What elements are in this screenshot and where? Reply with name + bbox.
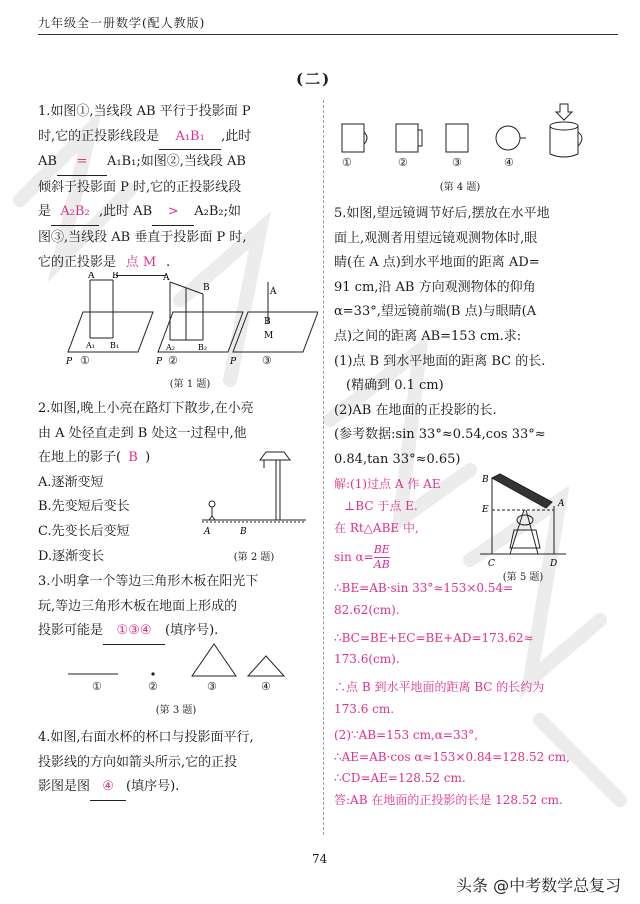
solution-line: ∴BC=BE+EC=BE+AD=173.62≈ — [334, 630, 534, 645]
q5-line: 点)之间的距离 AB=153 cm.求: — [334, 328, 522, 344]
q1-text: A₂B₂;如 — [194, 204, 241, 220]
question-5 — [334, 202, 624, 473]
fig1-label: A — [88, 272, 95, 281]
fig3-number: ① — [92, 680, 102, 693]
header-rule — [38, 34, 618, 35]
q1-text: AB — [38, 154, 57, 170]
q5-line: (2)AB 在地面的正投影的长. — [334, 402, 497, 418]
q1-answer-blank: 点 M — [116, 251, 166, 277]
q4-text: 影图是图 — [38, 779, 91, 795]
q3-caption: (第 3 题) — [155, 705, 197, 716]
q1-line — [38, 200, 313, 226]
solution-line: ⊥BC 于点 E. — [344, 498, 418, 513]
fig4-number: ② — [398, 156, 408, 169]
q4-line: 投影线的方向如箭头所示,它的正投 — [38, 754, 238, 770]
fig5-label: A — [558, 499, 565, 509]
q5-line: α=33°,望远镜前端(B 点)与眼睛(A — [334, 304, 537, 320]
section-title: (二) — [296, 70, 332, 88]
solution-line: 解:(1)过点 A 作 AE — [334, 477, 441, 491]
q5-line: 5.如图,望远镜调节好后,摆放在水平地 — [334, 206, 550, 221]
q4-figure — [336, 102, 596, 162]
solution-block-top — [334, 474, 478, 572]
solution-line: (2)∵AB=153 cm,α=33°, — [334, 727, 479, 742]
page-number: 74 — [312, 852, 328, 866]
q5-line: (精确到 0.1 cm) — [346, 378, 444, 394]
fig4-number: ① — [342, 156, 352, 169]
q4-caption: (第 4 题) — [439, 182, 481, 193]
solution-line — [334, 539, 478, 572]
solution-line: ∴点 B 到水平地面的距离 BC 的长约为 — [334, 680, 545, 695]
q4-text: (填序号). — [126, 779, 180, 795]
q2-answer: B — [128, 450, 138, 466]
q1-caption: (第 1 题) — [169, 379, 211, 390]
q3-figure — [60, 636, 300, 686]
q2-option: A.逐渐变短 — [38, 474, 104, 490]
fig5-label: C — [488, 559, 495, 569]
q2-option: C.先变长后变短 — [38, 523, 130, 539]
fraction-denominator: AB — [373, 558, 390, 572]
solution-line: 173.6(cm). — [334, 652, 400, 667]
fraction-numerator: BE — [373, 543, 390, 557]
fig1-label: A₁ — [86, 341, 95, 350]
question-3 — [38, 570, 313, 645]
q1-line: 图③,当线段 AB 垂直于投影面 P 时, — [38, 229, 247, 245]
q3-line: 3.小明拿一个等边三角形木板在阳光下 — [38, 574, 259, 589]
question-1 — [38, 100, 313, 276]
fig5-label: E — [482, 505, 489, 515]
fig1-label: P — [230, 357, 237, 367]
solution-text: sin α= — [334, 550, 374, 565]
fig1-label: M — [264, 331, 274, 341]
q3-text: (填序号). — [165, 623, 219, 639]
q1-answer-blank: A₂B₂ — [51, 200, 99, 226]
q1-answer-blank: > — [152, 200, 194, 226]
fig1-label: B — [112, 272, 119, 281]
fig1-label: A — [163, 273, 170, 283]
q4-line: 4.如图,右面水杯的杯口与投影面平行, — [38, 730, 254, 745]
fig3-number: ② — [148, 680, 158, 693]
q1-line — [38, 150, 313, 176]
fig1-label: P — [156, 357, 163, 367]
solution-block-bottom — [334, 578, 624, 812]
page-header: 九年级全一册数学(配人教版) — [38, 16, 206, 30]
fig5-label: B — [482, 475, 489, 485]
q5-caption: (第 5 题) — [502, 572, 544, 583]
fig2-label: A — [204, 527, 211, 537]
q5-line: 睛(在 A 点)到水平地面的距离 AD= — [334, 255, 540, 271]
q5-line: 0.84,tan 33°≈0.65) — [334, 451, 461, 467]
q1-line: 1.如图①,当线段 AB 平行于投影面 P — [38, 104, 251, 119]
plane-3 — [233, 312, 318, 352]
solution-line: 82.62(cm). — [334, 602, 400, 617]
column-divider — [323, 100, 324, 835]
solution-line: 答:AB 在地面的正投影的长是 128.52 cm. — [334, 793, 563, 808]
solution-line: ∴BE=AB·sin 33°≈153×0.54= — [334, 581, 514, 595]
q1-text: A₁B₁;如图②,当线段 AB — [106, 154, 246, 170]
q5-line: 91 cm,沿 AB 方向观测物体的仰角 — [334, 279, 536, 295]
q3-text: 投影可能是 — [38, 623, 104, 639]
source-watermark: 头条 @中考数学总复习 — [456, 876, 622, 895]
q5-line: (1)点 B 到水平地面的距离 BC 的长. — [334, 353, 546, 369]
q5-line: (参考数据:sin 33°≈0.54,cos 33°≈ — [334, 427, 546, 443]
fig1-number: ③ — [262, 354, 272, 367]
fig2-label: B — [240, 527, 247, 537]
question-4 — [38, 726, 313, 801]
q2-caption: (第 2 题) — [233, 552, 275, 563]
solution-line: 173.6 cm. — [334, 701, 395, 716]
fig1-label: P — [66, 357, 73, 367]
q5-telescope-figure — [478, 470, 568, 570]
solution-fraction — [374, 543, 390, 572]
q1-text: ,此时 — [221, 128, 252, 144]
q5-line: 面上,观测者用望远镜观测物体时,眼 — [334, 230, 538, 246]
fig3-number: ④ — [261, 680, 271, 693]
fig1-label: B₂ — [198, 343, 208, 352]
q3-answer-blank: ①③④ — [103, 619, 165, 645]
fig1-label: B — [203, 283, 210, 293]
fig4-number: ④ — [504, 156, 514, 169]
q1-answer-blank: A₁B₁ — [159, 125, 221, 151]
q1-text: ,此时 AB — [99, 204, 153, 220]
fig4-number: ③ — [452, 156, 462, 169]
fig3-number: ③ — [207, 680, 217, 693]
q2-text: ) — [145, 450, 151, 466]
q1-line: 倾斜于投影面 P 时,它的正投影线段 — [38, 179, 242, 195]
fig1-label: B — [264, 317, 271, 327]
q4-line — [38, 775, 313, 801]
q2-line: 由 A 处径直走到 B 处这一过程中,他 — [38, 425, 247, 441]
q1-text: . — [166, 254, 171, 270]
fig1-number: ② — [168, 354, 178, 367]
q3-line: 玩,等边三角形木板在地面上形成的 — [38, 598, 238, 614]
solution-line: ∴AE=AB·cos α≈153×0.84=128.52 cm, — [334, 749, 570, 764]
q1-figure — [58, 272, 318, 372]
fig5-label: D — [550, 559, 558, 569]
fig1-label: A₂ — [166, 343, 175, 352]
q4-answer-blank: ④ — [90, 775, 126, 801]
q2-option: D.逐渐变长 — [38, 548, 105, 564]
solution-line: ∴CD=AE=128.52 cm. — [334, 771, 466, 786]
fig1-number: ① — [80, 354, 90, 367]
fig1-label: A — [270, 287, 277, 297]
q1-text: 是 — [38, 204, 52, 220]
q1-answer-blank: = — [57, 150, 107, 176]
q2-line: 2.如图,晚上小亮在路灯下散步,在小亮 — [38, 401, 254, 416]
q2-text: 在地上的影子( — [38, 450, 122, 466]
q1-text: 它的正投影是 — [38, 254, 117, 270]
q2-streetlight-figure — [200, 448, 310, 538]
q2-option: B.先变短后变长 — [38, 499, 130, 515]
q1-text: 时,它的正投影线段是 — [38, 128, 160, 144]
fig1-label: B₁ — [110, 341, 120, 350]
q1-line — [38, 125, 313, 151]
solution-line: 在 Rt△ABE 中, — [334, 520, 419, 535]
